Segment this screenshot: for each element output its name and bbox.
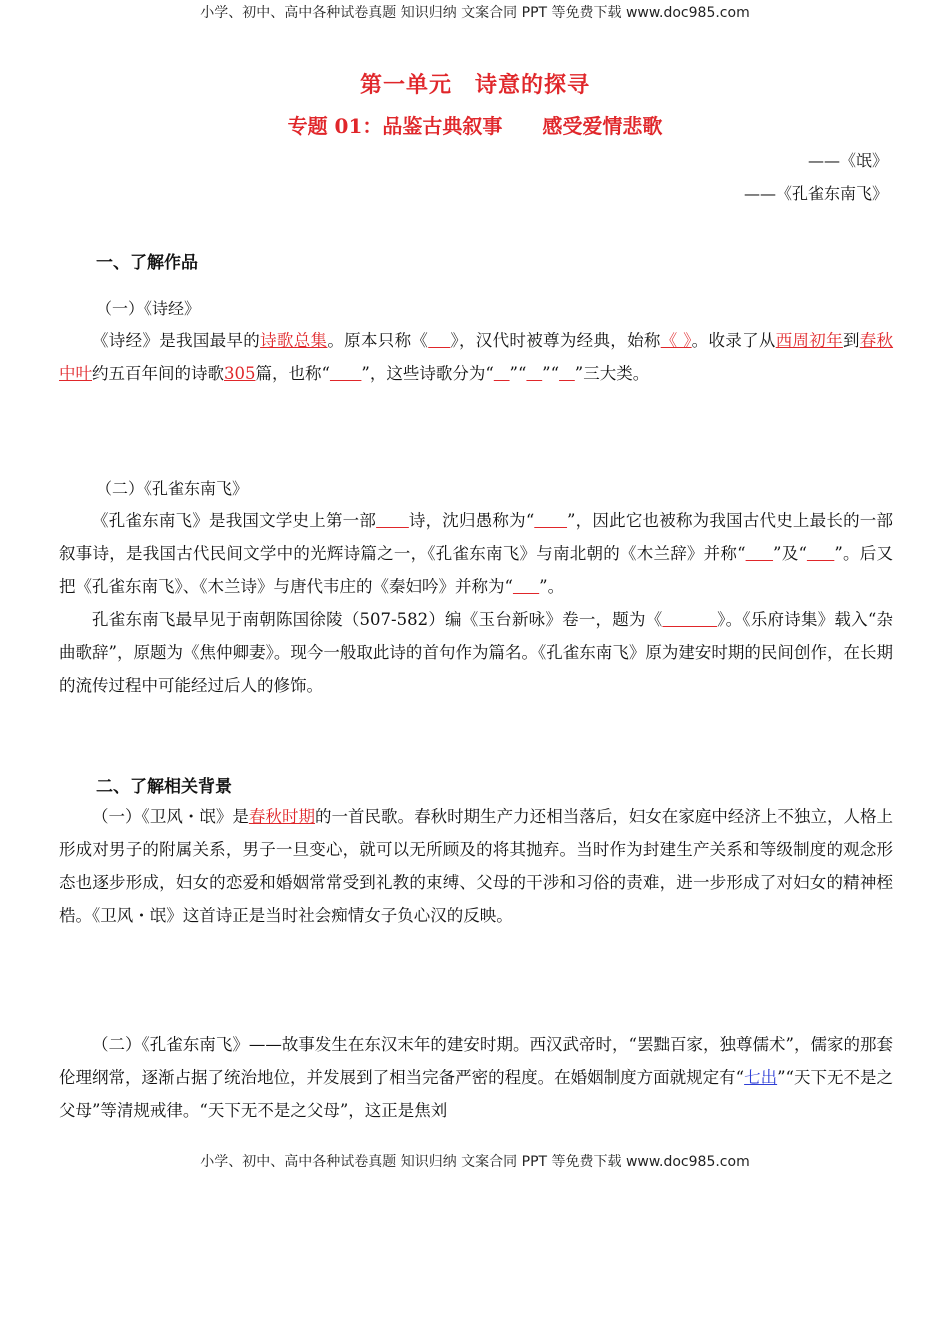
text: 《诗经》是我国最早的 bbox=[92, 331, 261, 350]
text: ”，因此它也被称为我国古代史上最长的一部叙事诗，是我国古代民间文学中的光辉诗篇之一，《孔雀东南飞》与南北朝的《木兰辞》并称“ bbox=[59, 511, 893, 563]
text: 到 bbox=[842, 331, 860, 350]
section1-heading: 一、了解作品 bbox=[96, 253, 198, 273]
keyword: 西周初年 bbox=[775, 331, 843, 350]
text: 诗，沈归愚称为“ bbox=[408, 511, 535, 530]
blank-book: 《 》 bbox=[660, 331, 692, 350]
blank bbox=[376, 511, 409, 530]
keyword: 春秋中叶 bbox=[59, 331, 894, 383]
text: 孔雀东南飞最早见于南朝陈国徐陵（507-582）编《玉台新咏》卷一，题为《 bbox=[92, 610, 663, 629]
keyword: 诗歌总集 bbox=[260, 331, 328, 350]
text: 》，汉代时被尊为经典，始称 bbox=[450, 331, 661, 350]
part2-heading: （二）《孔雀东南飞》 bbox=[96, 479, 249, 498]
text: 《孔雀东南飞》是我国文学史上第一部 bbox=[92, 511, 377, 530]
text: 篇，也称“ bbox=[255, 364, 330, 383]
text: ”。 bbox=[539, 577, 565, 596]
background-paragraph-2 bbox=[59, 1028, 893, 1127]
text: 。收录了从 bbox=[691, 331, 776, 350]
part2-paragraphs bbox=[59, 504, 893, 702]
text: 》。《乐府诗集》载入“杂曲歌辞”，原题为《焦仲卿妻》。现今一般取此诗的首句作为篇名。《孔雀东南飞》原为建安时期的民间创作，在长期的流传过程中可能经过后人的修饰。 bbox=[59, 610, 894, 695]
keyword: 305 bbox=[224, 364, 256, 383]
keyword-link[interactable]: 七出 bbox=[744, 1068, 778, 1087]
blank bbox=[807, 544, 834, 563]
text: ”“ bbox=[542, 364, 560, 383]
text: 的一首民歌。春秋时期生产力还相当落后，妇女在家庭中经济上不独立，人格上形成对男子的附属关系，男子一旦变心，就可以无所顾及的将其抛弃。当时作为封建生产关系和等级制度的观念形态也逐步形成，妇女的恋爱和婚姻常常受到礼教的束缚、父母的干涉和习俗的责难，进一步形成了对妇女的精神桎梏。《卫风・氓》这首诗正是当时社会痴情女子负心汉的反映。 bbox=[59, 807, 893, 925]
blank bbox=[526, 364, 542, 383]
text: ”及“ bbox=[773, 544, 807, 563]
blank bbox=[428, 331, 450, 350]
background-paragraph-1 bbox=[59, 800, 893, 932]
keyword: 春秋时期 bbox=[248, 807, 315, 826]
text: （一）《卫风・氓》是 bbox=[92, 807, 249, 826]
text: ”“天下无不是之父母”等清规戒律。“天下无不是之父母”，这正是焦刘 bbox=[59, 1068, 894, 1120]
page-header: 小学、初中、高中各种试卷真题 知识归纳 文案合同 PPT 等免费下载 www.doc985.com bbox=[200, 5, 750, 21]
blank bbox=[746, 544, 773, 563]
blank bbox=[662, 610, 717, 629]
text: ”，这些诗歌分为“ bbox=[361, 364, 494, 383]
blank bbox=[494, 364, 510, 383]
text: ”“ bbox=[509, 364, 527, 383]
work-ref-mang: ——《氓》 bbox=[807, 151, 888, 170]
blank bbox=[513, 577, 539, 596]
text: 。原本只称《 bbox=[327, 331, 429, 350]
text: ”三大类。 bbox=[574, 364, 650, 383]
text: ”。后又把《孔雀东南飞》、《木兰诗》与唐代韦庄的《秦妇吟》并称为“ bbox=[59, 544, 893, 596]
section2-heading: 二、了解相关背景 bbox=[96, 777, 232, 797]
blank bbox=[330, 364, 361, 383]
part1-paragraph bbox=[59, 324, 893, 390]
blank bbox=[559, 364, 575, 383]
text: （二）《孔雀东南飞》——故事发生在东汉末年的建安时期。西汉武帝时，“罢黜百家，独尊儒术”，儒家的那套伦理纲常，逐渐占据了统治地位，并发展到了相当完备严密的程度。在婚姻制度方面就规定有“ bbox=[59, 1035, 893, 1087]
text: 约五百年间的诗歌 bbox=[92, 364, 224, 383]
page-footer: 小学、初中、高中各种试卷真题 知识归纳 文案合同 PPT 等免费下载 www.doc985.com bbox=[200, 1154, 750, 1170]
unit-title: 第一单元 诗意的探寻 bbox=[359, 72, 590, 98]
blank bbox=[534, 511, 567, 530]
part1-heading: （一）《诗经》 bbox=[96, 299, 201, 318]
work-ref-kongque: ——《孔雀东南飞》 bbox=[743, 184, 888, 203]
topic-subtitle: 专题 01：品鉴古典叙事 感受爱情悲歌 bbox=[287, 114, 663, 138]
